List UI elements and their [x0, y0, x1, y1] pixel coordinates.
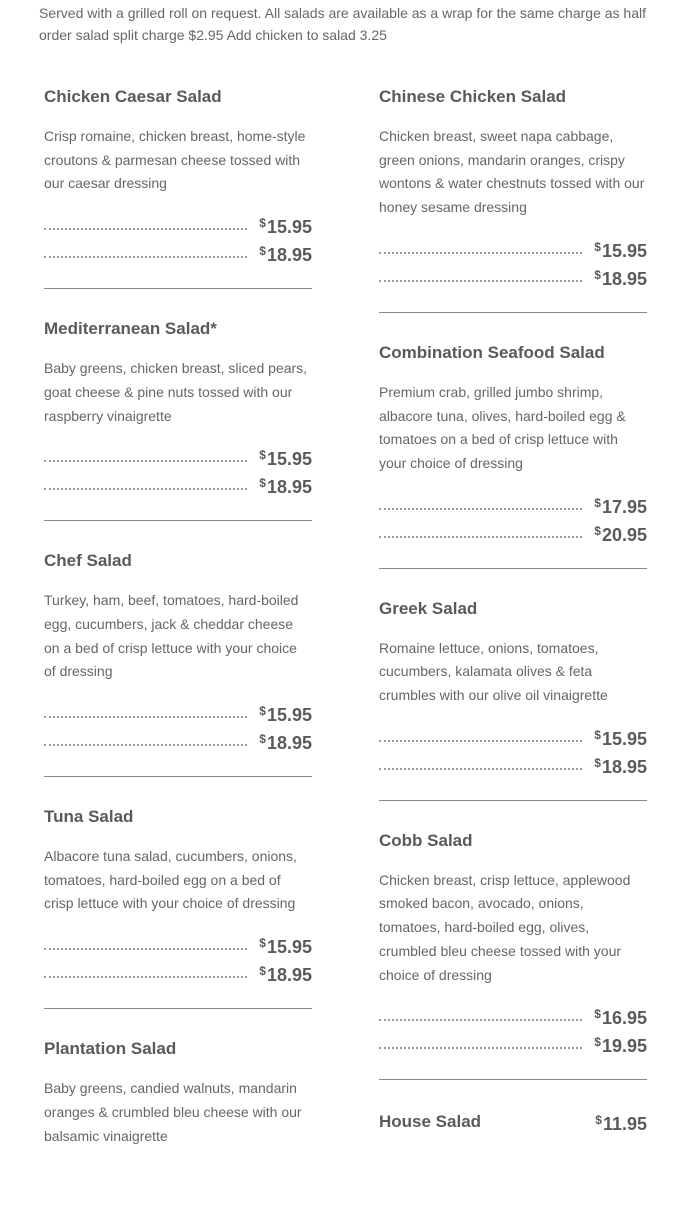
price: $11.95 — [595, 1113, 647, 1135]
price-row — [44, 238, 312, 266]
item-description: Turkey, ham, beef, tomatoes, hard-boiled egg, cucumbers, jack & cheddar cheese on a bed of crisp lettuce with your choice of dressing — [44, 592, 299, 680]
price: $16.95 — [594, 1007, 647, 1029]
dot-leader — [44, 975, 247, 978]
price-row — [379, 518, 647, 546]
price-row — [44, 470, 312, 498]
menu-item — [379, 342, 647, 569]
price: $15.95 — [594, 239, 647, 261]
dot-leader — [379, 535, 582, 538]
price: $18.95 — [594, 755, 647, 777]
item-title: Greek Salad — [379, 598, 478, 618]
price-row — [379, 1001, 647, 1029]
dot-leader — [44, 715, 247, 718]
currency-symbol: $ — [259, 964, 266, 979]
item-title: Combination Seafood Salad — [379, 342, 605, 362]
item-description: Baby greens, chicken breast, sliced pears, goat cheese & pine nuts tossed with our raspberry vinaigrette — [44, 360, 308, 424]
menu-item — [379, 830, 647, 1081]
menu-item — [44, 806, 312, 1009]
currency-symbol: $ — [259, 704, 266, 719]
price: $18.95 — [259, 732, 312, 754]
currency-symbol: $ — [594, 755, 601, 770]
price: $18.95 — [259, 476, 312, 498]
dot-leader — [379, 739, 582, 742]
price-row — [44, 210, 312, 238]
dot-leader — [44, 255, 247, 258]
price-row — [379, 262, 647, 290]
item-title: Chinese Chicken Salad — [379, 87, 567, 106]
menu-item — [379, 598, 647, 801]
price: $19.95 — [594, 1035, 647, 1057]
price: $15.95 — [259, 936, 312, 958]
item-title: Mediterranean Salad* — [44, 319, 217, 339]
price: $17.95 — [594, 495, 647, 517]
dot-leader — [44, 459, 247, 462]
dot-leader — [379, 279, 582, 282]
currency-symbol: $ — [594, 1007, 601, 1022]
price-row — [44, 442, 312, 470]
dot-leader — [44, 487, 247, 490]
item-title: Chef Salad — [44, 551, 132, 571]
dot-leader — [379, 251, 582, 254]
price-row — [44, 726, 312, 754]
price-row — [44, 958, 312, 986]
currency-symbol: $ — [594, 239, 601, 254]
price: $20.95 — [594, 523, 647, 545]
item-description: Baby greens, candied walnuts, mandarin oranges & crumbled bleu cheese with our balsamic vinaigrette — [44, 1080, 302, 1144]
dot-leader — [44, 743, 247, 746]
dot-leader — [44, 947, 247, 950]
currency-symbol: $ — [594, 727, 601, 742]
currency-symbol: $ — [594, 1035, 601, 1050]
price: $15.95 — [259, 216, 312, 238]
menu-column-right — [379, 86, 647, 1186]
currency-symbol: $ — [259, 216, 266, 231]
price-row — [44, 930, 312, 958]
menu-item — [44, 550, 312, 777]
price: $15.95 — [594, 727, 647, 749]
item-description: Chicken breast, sweet napa cabbage, green onions, mandarin oranges, crispy wontons & water chestnuts tossed with our honey sesame dressing — [379, 128, 645, 216]
dot-leader — [379, 767, 582, 770]
item-title: Plantation Salad — [44, 1039, 177, 1059]
menu-item — [379, 86, 647, 313]
item-header-row — [379, 1109, 647, 1135]
item-description: Chicken breast, crisp lettuce, applewood smoked bacon, avocado, onions, tomatoes, hard-boiled egg, olives, crumbled bleu cheese tossed with your choice of dressing — [379, 871, 631, 983]
price: $18.95 — [259, 244, 312, 266]
item-title: Chicken Caesar Salad — [44, 87, 222, 106]
item-title: Cobb Salad — [379, 830, 473, 850]
item-title: Tuna Salad — [44, 807, 134, 827]
price: $18.95 — [259, 964, 312, 986]
currency-symbol: $ — [259, 476, 266, 491]
price-row — [379, 722, 647, 750]
menu-item — [44, 318, 312, 521]
currency-symbol: $ — [595, 1113, 602, 1128]
item-description: Romaine lettuce, onions, tomatoes, cucumbers, kalamata olives & feta crumbles with our olive oil vinaigrette — [379, 639, 608, 704]
currency-symbol: $ — [259, 732, 266, 747]
dot-leader — [379, 1018, 582, 1021]
dot-leader — [44, 227, 247, 230]
currency-symbol: $ — [259, 936, 266, 951]
price-row — [379, 1029, 647, 1057]
dot-leader — [379, 1046, 582, 1049]
price-row — [379, 234, 647, 262]
currency-symbol: $ — [259, 448, 266, 463]
menu-intro: Served with a grilled roll on request. All salads are available as a wrap for the same charge as half order salad split charge $2.95 Add chicken to salad 3.25 — [39, 5, 646, 43]
item-description: Premium crab, grilled jumbo shrimp, albacore tuna, olives, hard-boiled egg & tomatoes on a bed of crisp lettuce with your choice of dressing — [379, 383, 626, 471]
menu-item — [44, 86, 312, 289]
dot-leader — [379, 507, 582, 510]
menu-item — [379, 1109, 647, 1157]
price: $15.95 — [259, 704, 312, 726]
menu-column-left — [44, 86, 312, 1213]
item-description: Albacore tuna salad, cucumbers, onions, tomatoes, hard-boiled egg on a bed of crisp lettuce with your choice of dressing — [44, 848, 297, 912]
price-row — [379, 750, 647, 778]
currency-symbol: $ — [594, 495, 601, 510]
currency-symbol: $ — [259, 244, 266, 259]
price: $18.95 — [594, 267, 647, 289]
price: $15.95 — [259, 448, 312, 470]
price-row — [44, 698, 312, 726]
menu-item — [44, 1038, 312, 1184]
price-row — [379, 490, 647, 518]
currency-symbol: $ — [594, 267, 601, 282]
item-description: Crisp romaine, chicken breast, home-style croutons & parmesan cheese tossed with our caesar dressing — [44, 128, 306, 192]
currency-symbol: $ — [594, 523, 601, 538]
item-title: House Salad — [379, 1112, 482, 1132]
